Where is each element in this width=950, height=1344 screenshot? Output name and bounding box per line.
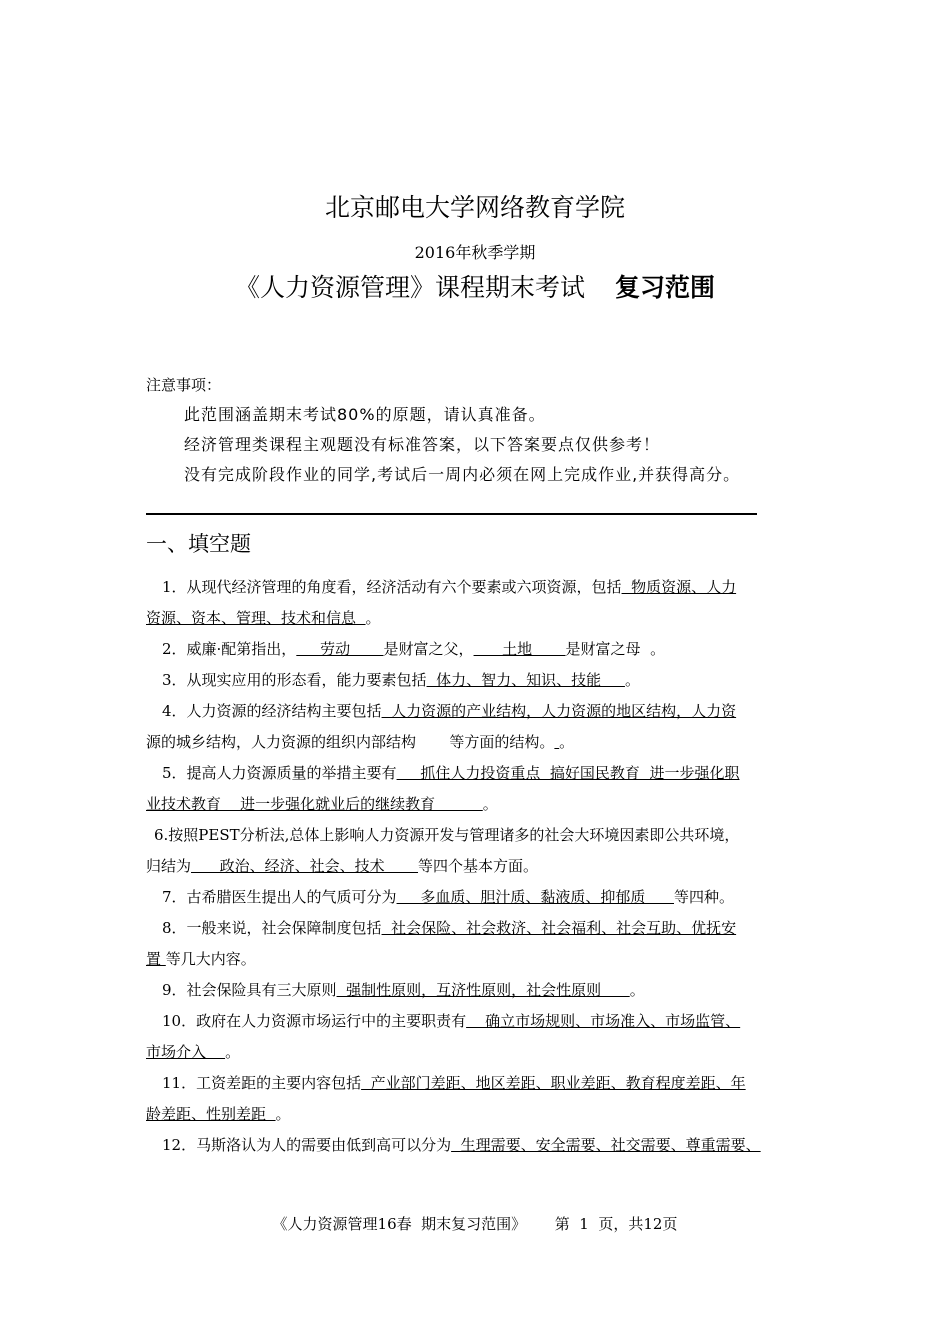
question-1: 1．从现代经济管理的角度看，经济活动有六个要素或六项资源，包括 物质资源、人力 资源、资本、管理、技术和信息 。: [146, 578, 737, 627]
question-2: 2．威廉·配第指出， 劳动 是财富之父， 土地 是财富之母 。: [162, 640, 666, 658]
semester-label: 2016年秋季学期: [414, 243, 536, 262]
question-5: 5．提高人力资源质量的举措主要有 抓住人力投资重点 搞好国民教育 进一步强化职 业技术教育 进一步强化就业后的继续教育 。: [146, 764, 740, 813]
question-7: 7．古希腊医生提出人的气质可分为 多血质、胆汁质、黏液质、抑郁质 等四种。: [162, 888, 735, 906]
answer: 龄差距、性别差距: [146, 1105, 276, 1123]
answer: 社会保险、社会救济、社会福利、社会互助、优抚安: [381, 919, 737, 937]
answer: 物质资源、人力: [621, 578, 737, 596]
note-item: 此范围涵盖期末考试80%的原题，请认真准备。: [184, 405, 546, 424]
answer: 业技术教育 进一步强化就业后的继续教育: [146, 795, 483, 813]
review-label: 复习范围: [615, 273, 716, 302]
question-3: 3．从现实应用的形态看，能力要素包括 体力、智力、知识、技能 。: [162, 671, 640, 689]
answer: 产业部门差距、地区差距、职业差距、教育程度差距、年: [361, 1074, 746, 1092]
answer: 人力资源的产业结构，人力资源的地区结构，人力资: [381, 702, 737, 720]
page-footer: 《人力资源管理16春 期末复习范围》 第 1 页，共12页: [272, 1215, 678, 1233]
answer: 抓住人力投资重点 搞好国民教育 进一步强化职: [396, 764, 740, 782]
question-6: 6.按照PEST分析法,总体上影响人力资源开发与管理诸多的社会大环境因素即公共环境， 归结为 政治、经济、社会、技术 等四个基本方面。: [146, 826, 740, 875]
note-item: 经济管理类课程主观题没有标准答案，以下答案要点仅供参考！: [184, 435, 661, 454]
course-title: [0, 268, 950, 304]
answer: 市场介入: [146, 1043, 226, 1061]
section-title: 一、填空题: [146, 532, 251, 556]
answer: 政治、经济、社会、技术: [191, 857, 419, 875]
answer: 体力、智力、知识、技能: [426, 671, 625, 689]
answer: 多血质、胆汁质、黏液质、抑郁质: [396, 888, 674, 906]
question-12: 12．马斯洛认为人的需要由低到高可以分为 生理需要、安全需要、社交需要、尊重需要、: [162, 1136, 761, 1154]
question-9: 9．社会保险具有三大原则 强制性原则，互济性原则，社会性原则 。: [162, 981, 645, 999]
course-name: 《人力资源管理》课程期末考试: [234, 273, 585, 302]
institution-title: 北京邮电大学网络教育学院: [324, 193, 625, 222]
answer: 土地: [473, 640, 566, 658]
answer: 强制性原则，互济性原则，社会性原则: [336, 981, 630, 999]
answer: 确立市场规则、市场准入、市场监管、: [466, 1012, 741, 1030]
question-11: 11．工资差距的主要内容包括 产业部门差距、地区差距、职业差距、教育程度差距、年 龄差距、性别差距 。: [146, 1074, 746, 1123]
answer: 资源、资本、管理、技术和信息: [146, 609, 366, 627]
answer: 生理需要、安全需要、社交需要、尊重需要、: [451, 1136, 761, 1154]
answer: 置: [146, 950, 166, 968]
notes-heading: 注意事项：: [146, 376, 222, 394]
question-10: 10．政府在人力资源市场运行中的主要职责有 确立市场规则、市场准入、市场监管、 市场介入 。: [146, 1012, 741, 1061]
question-8: 8．一般来说，社会保障制度包括 社会保险、社会救济、社会福利、社会互助、优抚安 置 等几大内容。: [146, 919, 737, 968]
divider: [146, 513, 757, 515]
answer: 劳动: [296, 640, 384, 658]
question-4: 4．人力资源的经济结构主要包括 人力资源的产业结构，人力资源的地区结构，人力资 源的城乡结构，人力资源的组织内部结构 等方面的结构。 。: [146, 702, 737, 751]
note-item: 没有完成阶段作业的同学,考试后一周内必须在网上完成作业,并获得高分。: [184, 465, 741, 484]
